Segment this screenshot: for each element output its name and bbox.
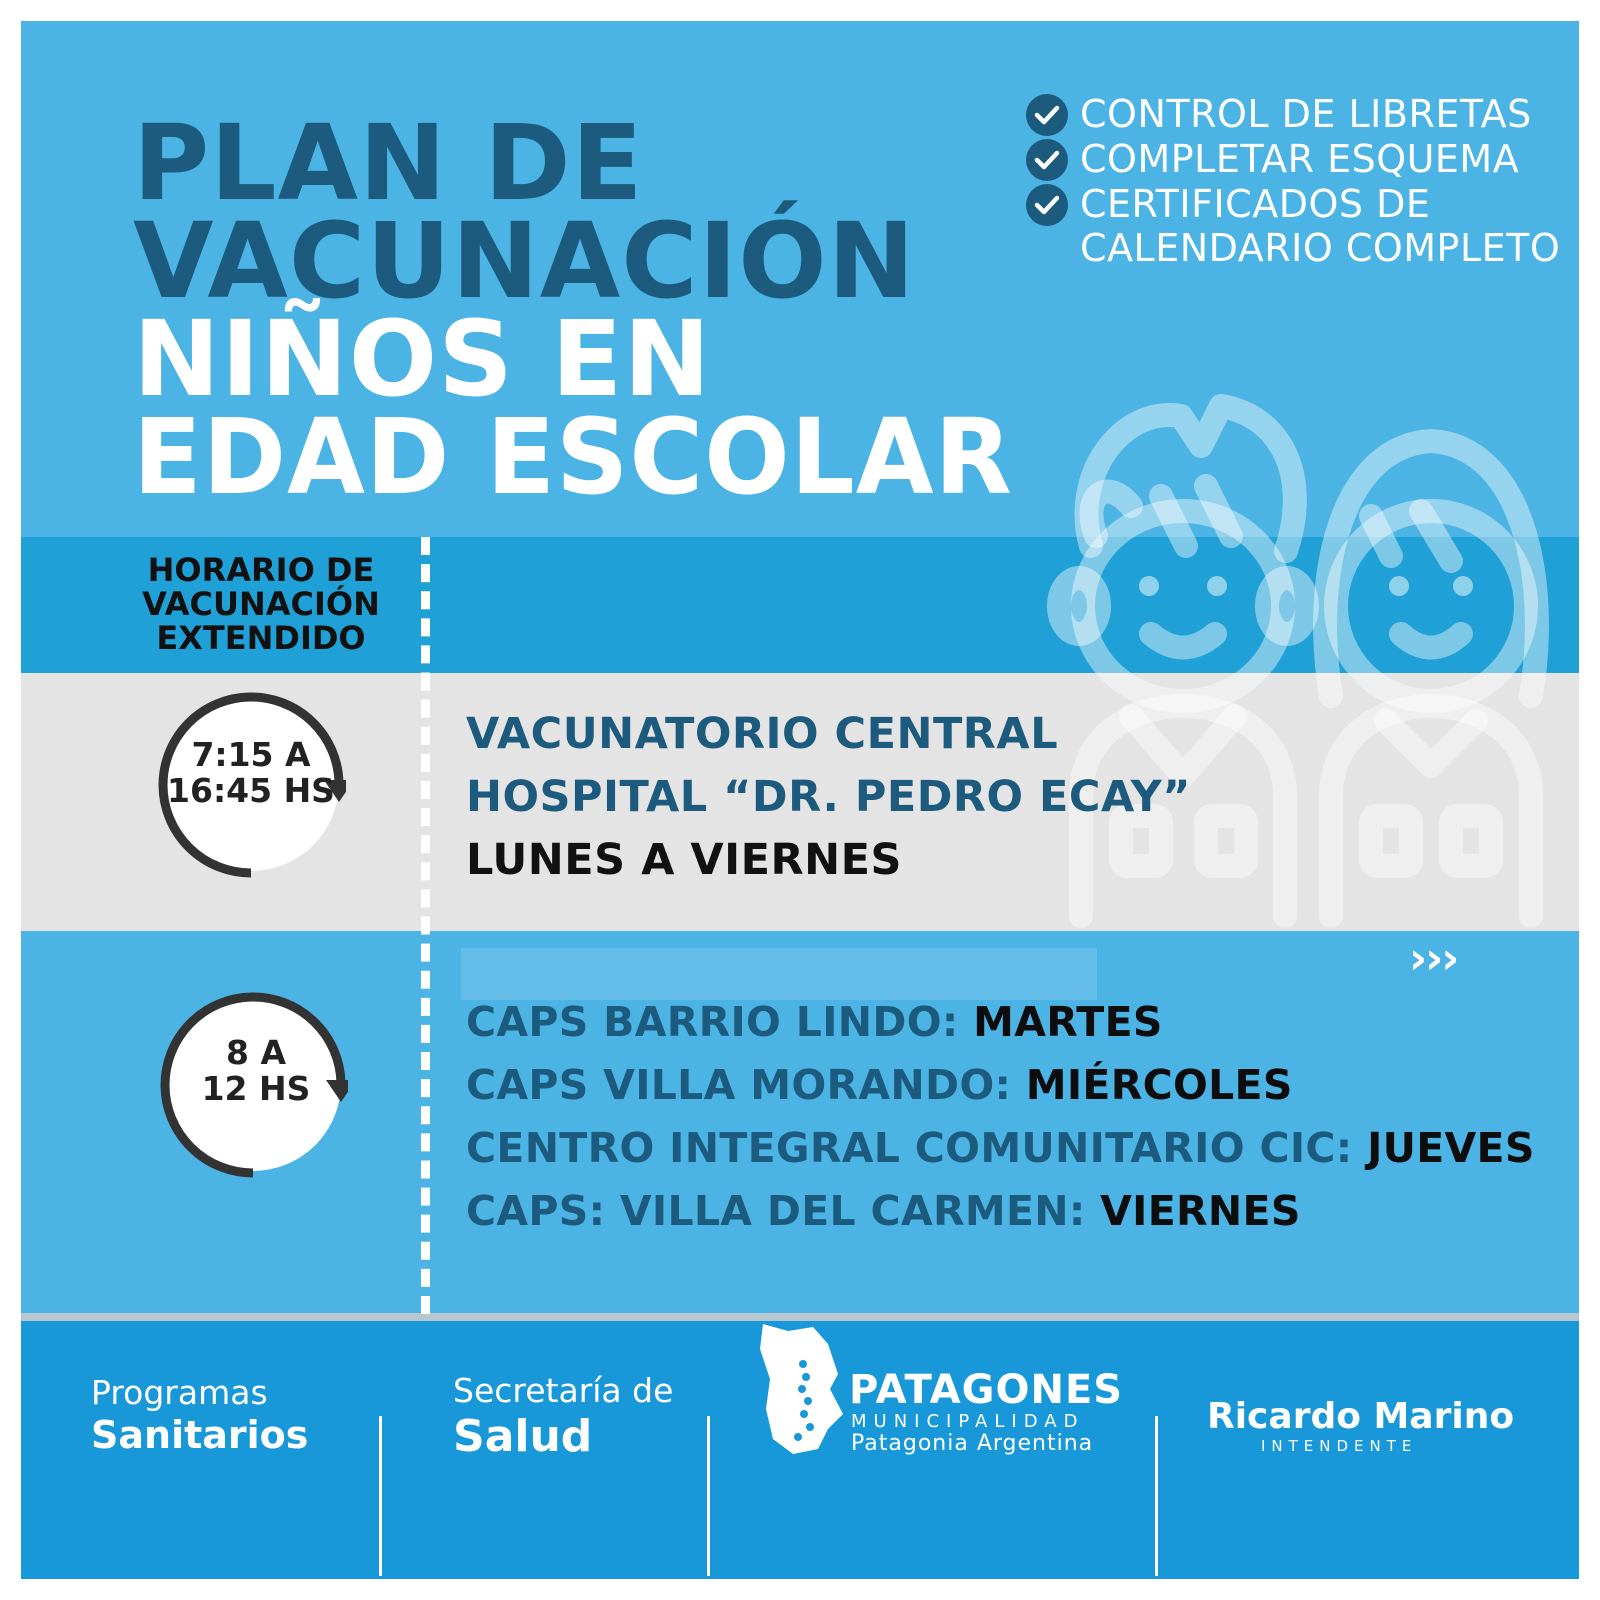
caps-entry <box>466 1061 1293 1109</box>
check-icon <box>1026 94 1068 136</box>
clock-time-end: 12 HS <box>201 1069 311 1108</box>
footer-separator <box>707 1416 710 1576</box>
children-illustration-icon <box>1011 376 1579 936</box>
clock-time-start: 8 A <box>226 1033 286 1072</box>
title-line-4: EDAD ESCOLAR <box>133 396 1013 518</box>
caps-entry <box>466 1187 1301 1235</box>
caps-day: JUEVES <box>1367 1124 1535 1172</box>
logo-region: Patagonia Argentina <box>851 1431 1094 1456</box>
horario-line-3: EXTENDIDO <box>156 619 366 657</box>
poster <box>21 21 1579 1579</box>
clock-time-start: 7:15 A <box>191 735 311 774</box>
dashed-divider <box>421 537 430 1314</box>
highlight-bar <box>461 948 1097 1000</box>
days-line: LUNES A VIERNES <box>466 835 902 885</box>
place-line-2: HOSPITAL “DR. PEDRO ECAY” <box>466 772 1192 822</box>
clock-time-2 <box>161 1035 351 1107</box>
check-icon <box>1026 184 1068 226</box>
patagones-map-logo-icon <box>758 1319 848 1459</box>
horario-line-2: VACUNACIÓN <box>142 585 380 623</box>
chevrons-icon: ››› <box>1409 933 1458 984</box>
horario-label <box>121 553 401 655</box>
logo-sub: MUNICIPALIDAD <box>851 1411 1085 1432</box>
footer-separator <box>379 1416 382 1576</box>
place-line-1: VACUNATORIO CENTRAL <box>466 709 1059 759</box>
caps-entry <box>466 1124 1535 1172</box>
clock-time-1 <box>156 737 346 809</box>
caps-day: MIÉRCOLES <box>1025 1061 1293 1109</box>
intendente-name: Ricardo Marino <box>1207 1396 1515 1437</box>
title-line-3: NIÑOS EN <box>133 298 712 420</box>
title-line-2: VACUNACIÓN <box>133 200 916 322</box>
horario-line-1: HORARIO DE <box>147 551 375 589</box>
caps-day: MARTES <box>973 998 1163 1046</box>
checklist-text: CALENDARIO COMPLETO <box>1080 226 1561 270</box>
checklist-text: CONTROL DE LIBRETAS <box>1080 92 1532 136</box>
logo-name: PATAGONES <box>849 1367 1124 1413</box>
caps-name: CENTRO INTEGRAL COMUNITARIO CIC: <box>466 1124 1368 1172</box>
clock-time-end: 16:45 HS <box>167 771 335 810</box>
caps-entry <box>466 998 1163 1046</box>
caps-day: VIERNES <box>1100 1187 1301 1235</box>
title-line-1: PLAN DE <box>133 102 644 224</box>
footer-separator <box>1155 1416 1158 1576</box>
intendente-title: INTENDENTE <box>1261 1437 1418 1455</box>
check-icon <box>1026 139 1068 181</box>
secretaria-label: Secretaría de <box>453 1371 674 1410</box>
caps-name: CAPS VILLA MORANDO: <box>466 1061 1026 1109</box>
secretaria-label-bold: Salud <box>453 1411 593 1462</box>
programas-label-bold: Sanitarios <box>91 1413 309 1457</box>
programas-label: Programas <box>91 1373 268 1412</box>
caps-name: CAPS: VILLA DEL CARMEN: <box>466 1187 1101 1235</box>
checklist-text: COMPLETAR ESQUEMA <box>1080 137 1520 181</box>
checklist-text: CERTIFICADOS DE <box>1080 182 1431 226</box>
caps-name: CAPS BARRIO LINDO: <box>466 998 974 1046</box>
